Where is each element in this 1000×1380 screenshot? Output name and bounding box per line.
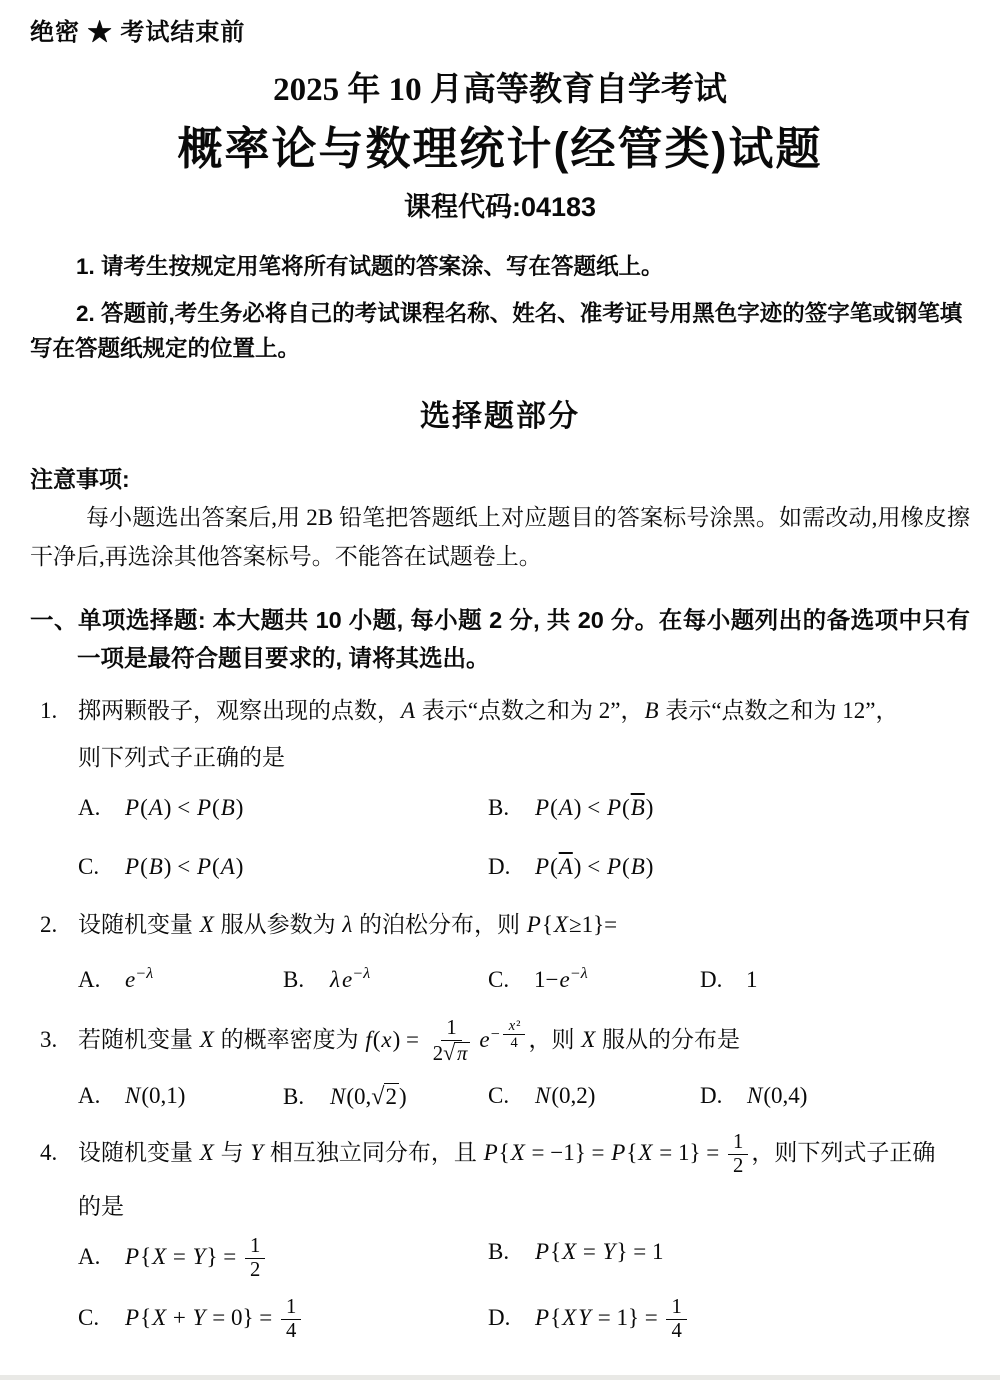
question-2-option-c — [488, 963, 700, 998]
question-1-option-a — [78, 791, 488, 826]
question-2-number: 2. — [40, 912, 58, 938]
choice-part-heading: 选择题部分 — [420, 399, 580, 433]
option-formula: P{X + Y = 0} = $\frac{1}{4}$ — [124, 1305, 304, 1330]
question-1-stem: 掷两颗骰子，观察出现的点数，A 表示“点数之和为 2”，B 表示“点数之和为 12”， — [78, 698, 899, 724]
option-formula: P(A) < P(B) — [125, 795, 244, 821]
question-2-stem: 设随机变量 X 服从参数为 λ 的泊松分布，则 P{X≥1}= — [78, 912, 618, 938]
question-3-options — [78, 1079, 970, 1115]
question-1-options — [78, 791, 970, 884]
question-4-option-d — [488, 1296, 970, 1343]
question-4 — [30, 1131, 970, 1344]
notes-text: 每小题选出答案后,用 2B 铅笔把答题纸上对应题目的答案标号涂黑。如需改动,用橡皮擦干净后,再选涂其他答案标号。不能答在试题卷上。 — [30, 504, 970, 570]
option-formula: 1 — [746, 966, 758, 992]
instruction-2: 2. 答题前,考生务必将自己的考试课程名称、姓名、准考证号用黑色字迹的签字笔或钢笔填写在答题纸规定的位置上。 — [30, 300, 963, 361]
question-1-number: 1. — [40, 698, 58, 724]
question-4-stem-cont: 的是 — [78, 1194, 124, 1220]
question-1 — [30, 694, 970, 884]
option-formula: P{XY = 1} = $\frac{1}{4}$ — [534, 1305, 690, 1330]
question-1-option-c — [78, 850, 488, 885]
question-1-option-d — [488, 850, 970, 885]
question-2-option-b — [283, 963, 488, 998]
question-4-option-b — [488, 1235, 970, 1282]
option-formula: $e^{-\lambda}$ — [125, 965, 154, 992]
option-formula: $P(A) < P(\overline{B})$ — [535, 795, 654, 821]
question-1-stem-line — [40, 694, 970, 729]
option-label: B. — [283, 966, 305, 992]
question-3-option-d — [700, 1079, 970, 1115]
option-formula: P{X = Y} = 1 — [535, 1238, 664, 1264]
option-formula: $\lambda e^{-\lambda}$ — [330, 965, 371, 992]
option-label: D. — [700, 966, 723, 992]
option-formula: N(0,4) — [747, 1082, 808, 1108]
option-formula: $1-e^{-\lambda}$ — [534, 965, 588, 992]
option-formula: P{X = Y} = $\frac{1}{2}$ — [124, 1244, 268, 1269]
question-4-stem: 设随机变量 X 与 Y 相互独立同分布，且 P{X = −1} = P{X = 1} = $\frac{1}{2}$ ，则下列式子正确 — [78, 1130, 936, 1178]
question-4-stem-line — [40, 1130, 970, 1178]
option-label: B. — [488, 795, 510, 821]
question-4-number: 4. — [40, 1139, 58, 1165]
option-label: D. — [700, 1082, 723, 1108]
option-label: C. — [488, 1082, 510, 1108]
option-formula: N(0,1) — [125, 1082, 186, 1108]
option-label: A. — [78, 1082, 101, 1108]
question-3-option-a — [78, 1079, 283, 1115]
option-formula: N(0,√2) — [330, 1082, 407, 1110]
option-label: D. — [488, 853, 511, 879]
exam-session-title: 2025 年 10 月高等教育自学考试 — [273, 72, 727, 108]
section-1-header: 一、单项选择题: 本大题共 10 小题, 每小题 2 分, 共 20 分。在每小题列出的备选项中只有一项是最符合题目要求的, 请将其选出。 — [30, 606, 970, 672]
paper-title: 概率论与数理统计(经管类)试题 — [177, 123, 823, 174]
option-formula: N(0,2) — [535, 1082, 596, 1108]
question-1-option-b — [488, 791, 970, 826]
option-label: A. — [78, 1243, 101, 1269]
option-formula: P(B) < P(A) — [125, 853, 244, 879]
question-2-stem-line — [40, 908, 970, 943]
question-4-options — [78, 1235, 970, 1344]
question-2-options — [78, 963, 970, 998]
classification-banner: 绝密 ★ 考试结束前 — [30, 19, 246, 46]
question-2-option-d — [700, 963, 970, 998]
scan-edge-artifact — [0, 1375, 1000, 1380]
question-1-stem-cont: 则下列式子正确的是 — [78, 744, 285, 770]
question-3-stem-line — [40, 1017, 970, 1066]
question-3-number: 3. — [40, 1027, 58, 1053]
option-label: C. — [78, 1305, 100, 1331]
question-4-option-a — [78, 1235, 488, 1282]
question-3-stem: 若随机变量 X 的概率密度为 f(x) = $\frac{1}{2√\pi}$ $e^{- \frac{\text{x²}}{4}}$ ，则 X 服从的分布是 — [78, 1017, 741, 1066]
question-4-option-c — [78, 1296, 488, 1343]
option-formula: $P(\overline{A}) < P(B)$ — [535, 853, 654, 879]
option-label: B. — [283, 1083, 305, 1109]
question-2 — [30, 908, 970, 997]
option-label: C. — [78, 853, 100, 879]
notes-label: 注意事项: — [30, 465, 130, 492]
option-label: A. — [78, 966, 101, 992]
question-3 — [30, 1017, 970, 1115]
instruction-1: 1. 请考生按规定用笔将所有试题的答案涂、写在答题纸上。 — [76, 254, 664, 279]
option-label: A. — [78, 795, 101, 821]
course-code: 课程代码:04183 — [403, 192, 597, 222]
question-3-option-b — [283, 1079, 488, 1115]
question-3-option-c — [488, 1079, 700, 1115]
option-label: B. — [488, 1238, 510, 1264]
question-2-option-a — [78, 963, 283, 998]
option-label: D. — [488, 1305, 511, 1331]
option-label: C. — [488, 966, 510, 992]
